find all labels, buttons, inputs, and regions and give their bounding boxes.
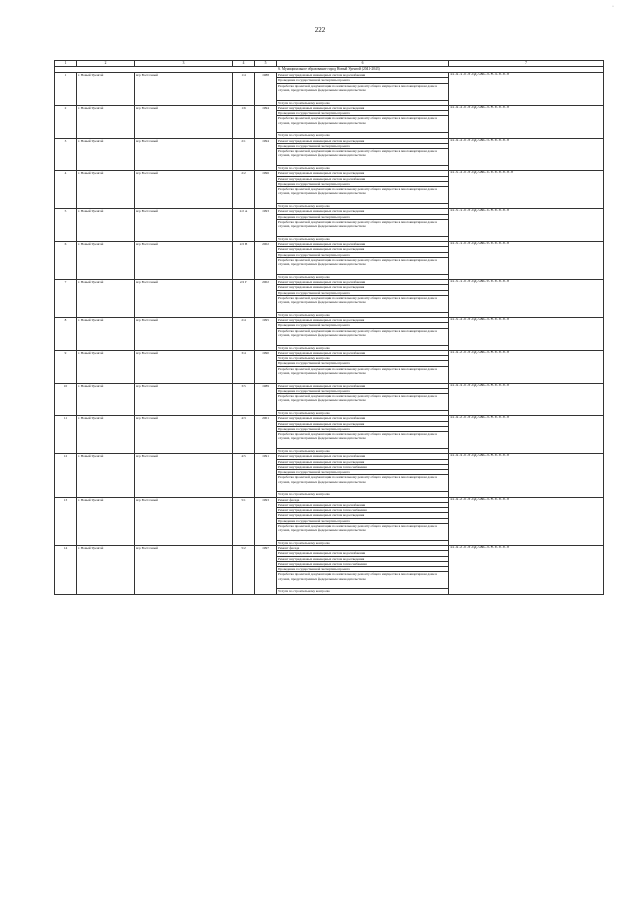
work-item: Услуги по строительному контролю: [277, 236, 449, 241]
house-number: 2/2: [233, 171, 255, 209]
district-name: м/р Восточный: [135, 171, 233, 209]
column-number-6: 6: [277, 61, 449, 67]
city-name: г. Новый Уренгой: [77, 416, 135, 454]
work-item: Проведение государственной экспертизы проекта: [277, 470, 449, 475]
work-item: Проведение государственной экспертизы проекта: [277, 111, 449, 116]
work-item: Услуги по строительному контролю: [277, 356, 449, 361]
house-code: 11-5-3-П-0-ПД-СЖБ-Л-М-0-0-0-0: [449, 318, 604, 351]
work-item: Проведение государственной экспертизы проекта: [277, 78, 449, 83]
table-row: [55, 416, 604, 421]
city-name: г. Новый Уренгой: [77, 242, 135, 280]
table-row: [55, 454, 604, 459]
house-number: 5/1: [233, 497, 255, 546]
row-number: 8: [55, 318, 77, 351]
work-item: Услуги по строительному контролю: [277, 540, 449, 545]
house-number: 1/6: [233, 105, 255, 138]
work-item: Проведение государственной экспертизы проекта: [277, 214, 449, 219]
house-code: 11-5-3-П-0-ПД-СЖБ-4-0-0-0-0-0-0: [449, 171, 604, 209]
district-name: м/р Восточный: [135, 497, 233, 546]
city-name: г. Новый Уренгой: [77, 383, 135, 416]
work-item: Разработка проектной документации по капитальному ремонту общего имущества в многоквартирном доме в случаях, предусмотренных федеральным законодательством: [277, 116, 449, 133]
work-item: Ремонт внутридомовых инженерных систем водоотведения: [277, 209, 449, 214]
district-name: м/р Восточный: [135, 454, 233, 497]
work-item: Услуги по строительному контролю: [277, 204, 449, 209]
row-number: 5: [55, 209, 77, 242]
district-name: м/р Восточный: [135, 138, 233, 171]
house-code: 11-9-4-П-0-ПД-СЖБ-Л-М-0-0-0-0: [449, 454, 604, 497]
row-number: 9: [55, 350, 77, 383]
table-row: [55, 383, 604, 388]
work-item: Ремонт внутридомовых инженерных систем водоотведения: [277, 318, 449, 323]
district-name: м/р Восточный: [135, 73, 233, 106]
build-year: 2001: [255, 416, 277, 454]
house-number: 4/5: [233, 454, 255, 497]
work-item: Ремонт фасада: [277, 497, 449, 502]
work-item: Услуги по строительному контролю: [277, 312, 449, 317]
row-number: 3: [55, 138, 77, 171]
district-name: м/р Восточный: [135, 105, 233, 138]
table-row: [55, 171, 604, 176]
work-item: Ремонт внутридомовых инженерных систем водоснабжения: [277, 350, 449, 355]
work-item: Разработка проектной документации по капитальному ремонту общего имущества в многоквартирном доме в случаях, предусмотренных федеральным законодательством: [277, 475, 449, 492]
house-code: 11-9-2-П-0-ПД-СЖБ-Л-М-0-0-0-0: [449, 497, 604, 546]
work-item: Ремонт внутридомовых инженерных систем водоотведения: [277, 459, 449, 464]
house-number: 2/1: [233, 138, 255, 171]
work-item: Проведение государственной экспертизы проекта: [277, 567, 449, 572]
work-item: Ремонт внутридомовых инженерных систем водоснабжения: [277, 551, 449, 556]
row-number: 11: [55, 416, 77, 454]
registry-table-body: [55, 61, 604, 595]
work-item: Ремонт внутридомовых инженерных систем водоснабжения: [277, 73, 449, 78]
work-item: Ремонт внутридомовых инженерных систем водоотведения: [277, 285, 449, 290]
house-code: 11-9-3-П-0-ПД-СЖБ-П-М-0-0-0-0: [449, 138, 604, 171]
house-number: 3/4: [233, 350, 255, 383]
district-name: м/р Восточный: [135, 350, 233, 383]
house-number: 3/5: [233, 383, 255, 416]
build-year: 1994: [255, 105, 277, 138]
work-item: Услуги по строительному контролю: [277, 589, 449, 594]
house-number: 2/2 В: [233, 242, 255, 280]
work-item: Ремонт внутридомовых инженерных систем водоотведения: [277, 247, 449, 252]
build-year: 1989: [255, 383, 277, 416]
house-code: 11-5-1-П-0-ПД-СЖБ-0-0-0-0-0-0: [449, 242, 604, 280]
work-item: Проведение государственной экспертизы проекта: [277, 143, 449, 148]
work-item: Разработка проектной документации по капитальному ремонту общего имущества в многоквартирном доме в случаях, предусмотренных федеральным законодательством: [277, 523, 449, 540]
work-item: Проведение государственной экспертизы проекта: [277, 181, 449, 186]
district-name: м/р Восточный: [135, 209, 233, 242]
work-item: Разработка проектной документации по капитальному ремонту общего имущества в многоквартирном доме в случаях, предусмотренных федеральным законодательством: [277, 187, 449, 204]
work-item: Услуги по строительному контролю: [277, 345, 449, 350]
work-item: Разработка проектной документации по капитальному ремонту общего имущества в многоквартирном доме в случаях, предусмотренных федеральным законодательством: [277, 328, 449, 345]
district-name: м/р Восточный: [135, 416, 233, 454]
work-item: Ремонт фасада: [277, 546, 449, 551]
table-row: [55, 350, 604, 355]
work-item: Услуги по строительному контролю: [277, 100, 449, 105]
table-row: [55, 138, 604, 143]
city-name: г. Новый Уренгой: [77, 546, 135, 595]
work-item: Услуги по строительному контролю: [277, 449, 449, 454]
work-item: Ремонт внутридомовых инженерных систем теплоснабжения: [277, 561, 449, 566]
district-name: м/р Восточный: [135, 318, 233, 351]
district-name: м/р Восточный: [135, 383, 233, 416]
work-item: Ремонт внутридомовых инженерных систем водоснабжения: [277, 416, 449, 421]
column-number-4: 4: [233, 61, 255, 67]
city-name: г. Новый Уренгой: [77, 350, 135, 383]
work-item: Проведение государственной экспертизы проекта: [277, 388, 449, 393]
house-code: 11-9-3-П-0-ПД-СЖБ-Л-М-0-0-0-0: [449, 105, 604, 138]
column-number-5: 5: [255, 61, 277, 67]
row-number: 7: [55, 280, 77, 318]
city-name: г. Новый Уренгой: [77, 105, 135, 138]
work-item: Ремонт внутридомовых инженерных систем водоснабжения: [277, 176, 449, 181]
work-item: Разработка проектной документации по капитальному ремонту общего имущества в многоквартирном доме в случаях, предусмотренных федеральным законодательством: [277, 219, 449, 236]
column-number-2: 2: [77, 61, 135, 67]
work-item: Разработка проектной документации по капитальному ремонту общего имущества в многоквартирном доме в случаях, предусмотренных федеральным законодательством: [277, 394, 449, 411]
work-item: Разработка проектной документации по капитальному ремонту общего имущества в многоквартирном доме в случаях, предусмотренных федеральным законодательством: [277, 366, 449, 383]
row-number: 10: [55, 383, 77, 416]
work-item: Ремонт внутридомовых инженерных систем водоотведения: [277, 513, 449, 518]
work-item: Разработка проектной документации по капитальному ремонту общего имущества в многоквартирном доме в случаях, предусмотренных федеральным законодательством: [277, 295, 449, 312]
column-number-1: 1: [55, 61, 77, 67]
build-year: 1988: [255, 73, 277, 106]
work-item: Ремонт внутридомовых инженерных систем водоснабжения: [277, 383, 449, 388]
house-code: 11-9-2-П-0-ПД-СЖБ-Л-М-0-0-0-0: [449, 350, 604, 383]
city-name: г. Новый Уренгой: [77, 454, 135, 497]
work-item: Услуги по строительному контролю: [277, 492, 449, 497]
row-number: 12: [55, 454, 77, 497]
district-name: м/р Восточный: [135, 546, 233, 595]
work-item: Услуги по строительному контролю: [277, 166, 449, 171]
work-item: Ремонт внутридомовых инженерных систем водоснабжения: [277, 242, 449, 247]
work-item: Разработка проектной документации по капитальному ремонту общего имущества в многоквартирном доме в случаях, предусмотренных федеральным законодательством: [277, 572, 449, 589]
build-year: 1994: [255, 138, 277, 171]
house-number: 2/2 А: [233, 209, 255, 242]
work-item: Ремонт внутридомовых инженерных систем водоотведения: [277, 556, 449, 561]
work-item: Проведение государственной экспертизы проекта: [277, 518, 449, 523]
work-item: Ремонт внутридомовых инженерных систем водоотведения: [277, 138, 449, 143]
house-code: 11-9-1-П-0-ПД-СЖБ-Л-М-4-0-0-0: [449, 73, 604, 106]
section-title: 6. Муниципальное образование город Новый Уренгой (2041-2043): [55, 67, 604, 73]
row-number: 2: [55, 105, 77, 138]
work-item: Ремонт внутридомовых инженерных систем теплоснабжения: [277, 508, 449, 513]
work-item: Ремонт внутридомовых инженерных систем водоснабжения: [277, 502, 449, 507]
work-item: Разработка проектной документации по капитальному ремонту общего имущества в многоквартирном доме в случаях, предусмотренных федеральным законодательством: [277, 149, 449, 166]
build-year: 1990: [255, 350, 277, 383]
district-name: м/р Восточный: [135, 280, 233, 318]
work-item: Ремонт внутридомовых инженерных систем водоотведения: [277, 105, 449, 110]
house-number: 5/2: [233, 546, 255, 595]
city-name: г. Новый Уренгой: [77, 497, 135, 546]
work-item: Ремонт внутридомовых инженерных систем водоотведения: [277, 421, 449, 426]
row-number: 4: [55, 171, 77, 209]
work-item: Разработка проектной документации по капитальному ремонту общего имущества в многоквартирном доме в случаях, предусмотренных федеральным законодательством: [277, 83, 449, 100]
build-year: 2002: [255, 242, 277, 280]
corner-mark: ·: [612, 4, 614, 10]
work-item: Услуги по строительному контролю: [277, 133, 449, 138]
work-item: Разработка проектной документации по капитальному ремонту общего имущества в многоквартирном доме в случаях, предусмотренных федеральным законодательством: [277, 432, 449, 449]
work-item: Проведение государственной экспертизы проекта: [277, 290, 449, 295]
table-row: [55, 318, 604, 323]
house-code: 11-9-2-П-0-ПД-СЖБ-Л-М-0-0-0-0: [449, 546, 604, 595]
work-item: Проведение государственной экспертизы проекта: [277, 252, 449, 257]
city-name: г. Новый Уренгой: [77, 138, 135, 171]
work-item: Проведение государственной экспертизы проекта: [277, 323, 449, 328]
district-name: м/р Восточный: [135, 242, 233, 280]
row-number: 14: [55, 546, 77, 595]
house-code: 11-9-2-П-0-ПД-СЖБ-Л-М-0-0-0-0: [449, 416, 604, 454]
page-number: 222: [314, 26, 326, 34]
house-code: 11-5-1-П-0-ПД-СЖБ-4-М-0-0-0-0: [449, 209, 604, 242]
registry-table: [54, 60, 604, 595]
house-number: 4/3: [233, 416, 255, 454]
build-year: 1997: [255, 546, 277, 595]
build-year: 1991: [255, 454, 277, 497]
column-number-7: 7: [449, 61, 604, 67]
house-code: 11-5-1-П-0-ПД-СЖБ-0-0-0-0-0-0: [449, 280, 604, 318]
work-item: Услуги по строительному контролю: [277, 411, 449, 416]
build-year: 1995: [255, 318, 277, 351]
build-year: 1993: [255, 497, 277, 546]
city-name: г. Новый Уренгой: [77, 280, 135, 318]
table-row: [55, 280, 604, 285]
column-number-3: 3: [135, 61, 233, 67]
city-name: г. Новый Уренгой: [77, 209, 135, 242]
row-number: 1: [55, 73, 77, 106]
table-row: [55, 105, 604, 110]
house-number: 1/4: [233, 73, 255, 106]
build-year: 2002: [255, 280, 277, 318]
build-year: 1993: [255, 209, 277, 242]
work-item: Ремонт внутридомовых инженерных систем водоснабжения: [277, 454, 449, 459]
row-number: 6: [55, 242, 77, 280]
work-item: Услуги по строительному контролю: [277, 274, 449, 279]
house-code: 11-9-4-П-0-ПД-СЖБ-Л-М-0-0-0-0: [449, 383, 604, 416]
work-item: Проведение государственной экспертизы проекта: [277, 426, 449, 431]
table-row: [55, 73, 604, 78]
work-item: Ремонт внутридомовых инженерных систем водоотведения: [277, 171, 449, 176]
city-name: г. Новый Уренгой: [77, 318, 135, 351]
table-row: [55, 242, 604, 247]
row-number: 13: [55, 497, 77, 546]
city-name: г. Новый Уренгой: [77, 73, 135, 106]
build-year: 1996: [255, 171, 277, 209]
table-row: [55, 209, 604, 214]
work-item: Проведение государственной экспертизы проекта: [277, 361, 449, 366]
house-number: 2/2 Г: [233, 280, 255, 318]
city-name: г. Новый Уренгой: [77, 171, 135, 209]
work-item: Разработка проектной документации по капитальному ремонту общего имущества в многоквартирном доме в случаях, предусмотренных федеральным законодательством: [277, 257, 449, 274]
house-number: 2/4: [233, 318, 255, 351]
work-item: Ремонт внутридомовых инженерных систем водоснабжения: [277, 280, 449, 285]
work-item: Ремонт внутридомовых инженерных систем теплоснабжения: [277, 464, 449, 469]
